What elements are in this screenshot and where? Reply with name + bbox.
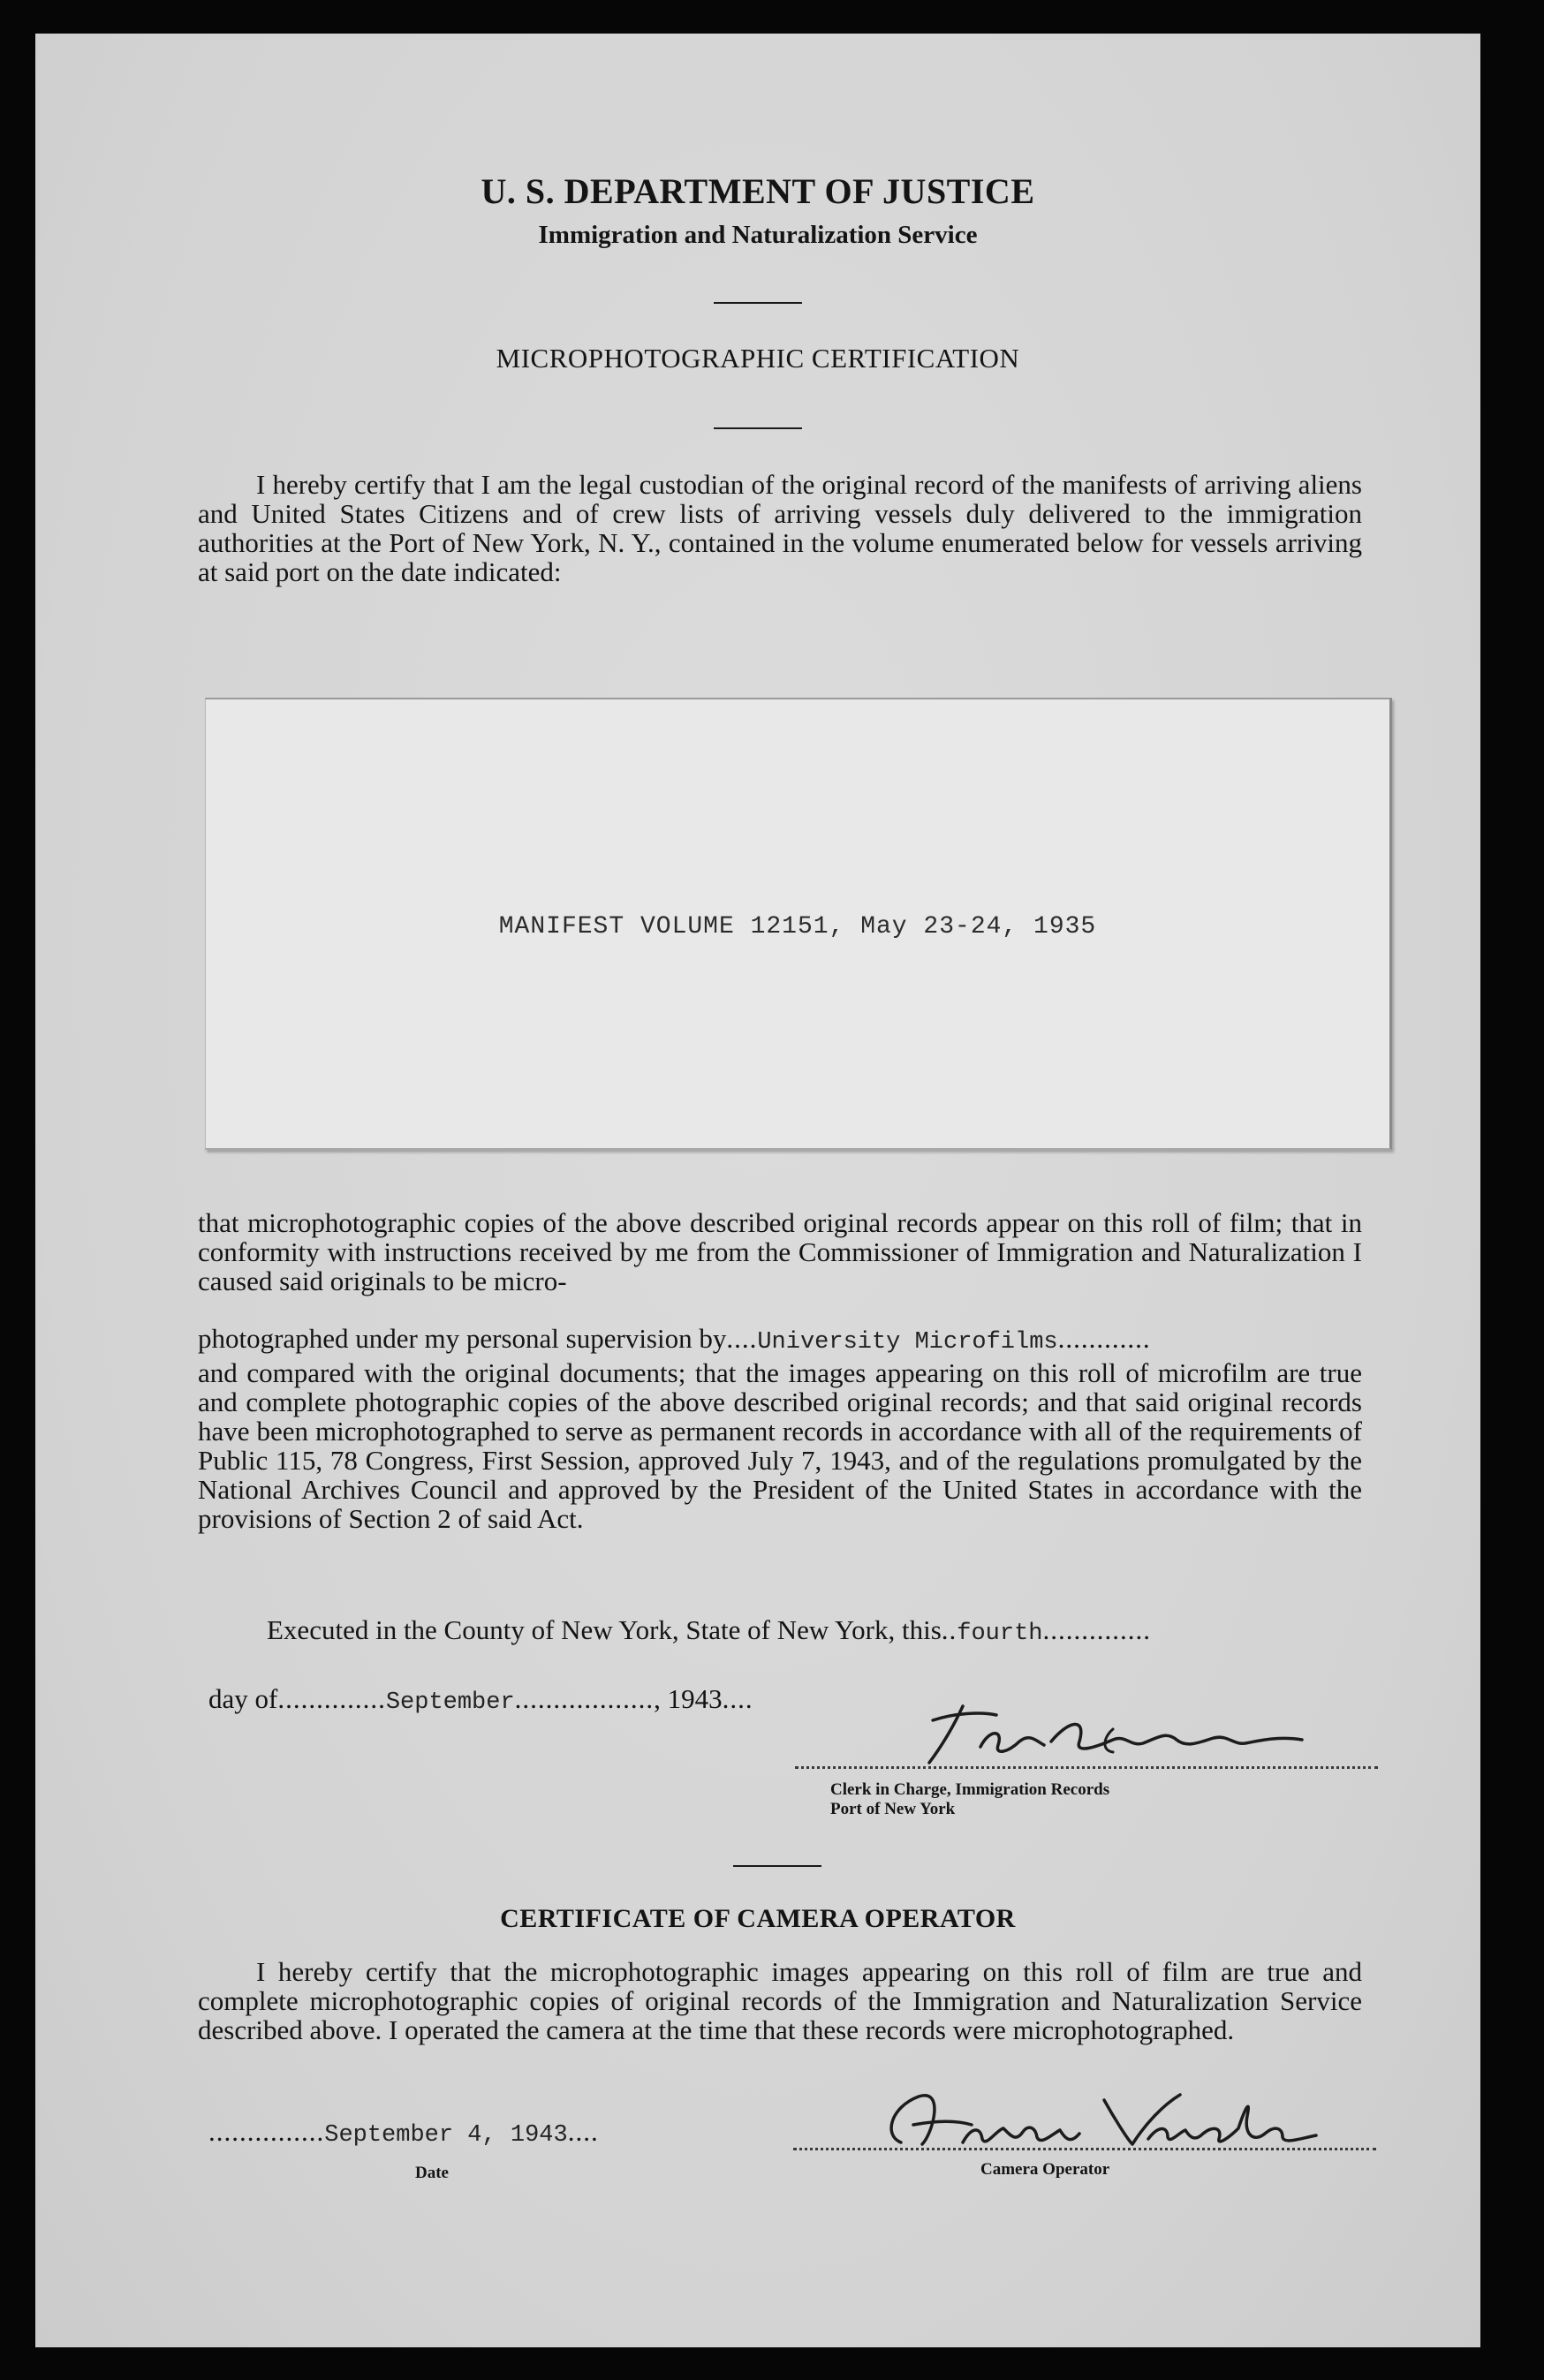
clerk-signature	[848, 1694, 1378, 1773]
divider-rule	[714, 302, 802, 304]
certificate-sheet	[35, 34, 1480, 2347]
day-of-label: day of	[208, 1683, 278, 1714]
intro-text: I hereby certify that I am the legal custodian of the original record of the manifests of arriving aliens and United States Citizens and of crew lists of arriving vessels duly delivered to the immigration authorities at the Port of New York, N. Y., contained in the volume enumerated below for vessels arriving at said port on the date indicated:	[198, 469, 1362, 587]
filmed-by-line: photographed under my personal supervision by....University Microfilms............	[198, 1323, 1151, 1356]
body-text-part2: and compared with the original documents; that the images appearing on this roll of microfilm are true and complete photographic copies of the above described original records; and that said original records have been microphotographed to serve as permanent records in accordance with all of the requirements of Public 115, 78 Congress, First Session, approved July 7, 1943, and of the regulations promulgated by the National Archives Council and approved by the President of the United States in accordance with the provisions of Section 2 of said Act.	[198, 1357, 1362, 1534]
volume-box	[205, 698, 1392, 1150]
clerk-signature-line	[795, 1766, 1378, 1769]
divider-rule	[714, 427, 802, 429]
operator-date-line: ...............September 4, 1943....	[208, 2116, 599, 2149]
divider-rule	[733, 1865, 821, 1867]
body-text-part1: that microphotographic copies of the above described original records appear on this roll of film; that in conformity with instructions received by me from the Commissioner of Immigration and Naturalization I caused said originals to be micro-	[198, 1207, 1362, 1296]
body-paragraph-continued	[198, 1358, 1362, 1533]
day-of-line: day of..............September.................., 1943....	[208, 1683, 753, 1716]
executed-day: fourth	[957, 1621, 1043, 1647]
intro-paragraph	[198, 470, 1362, 586]
date-label: Date	[415, 2164, 449, 2182]
operator-date-value: September 4, 1943	[324, 2122, 568, 2149]
filmed-by-prefix: photographed under my personal supervision by	[198, 1323, 727, 1354]
executed-prefix: Executed in the County of New York, State of New York, this	[267, 1614, 942, 1645]
clerk-title	[830, 1780, 1109, 1819]
executed-month: September	[385, 1689, 515, 1716]
manifest-volume-label: MANIFEST VOLUME 12151, May 23-24, 1935	[498, 913, 1097, 941]
clerk-title-line2: Port of New York	[830, 1800, 956, 1818]
service-subheading: Immigration and Naturalization Service	[538, 221, 978, 249]
agency-heading: U. S. DEPARTMENT OF JUSTICE	[481, 171, 1035, 211]
filmed-by-value: University Microfilms	[757, 1329, 1058, 1356]
operator-signature-line	[793, 2148, 1376, 2150]
camera-operator-paragraph	[198, 1957, 1362, 2044]
clerk-title-line1: Clerk in Charge, Immigration Records	[830, 1780, 1110, 1799]
camera-operator-heading: CERTIFICATE OF CAMERA OPERATOR	[500, 1904, 1016, 1933]
executed-line: Executed in the County of New York, State of New York, this..fourth..............	[267, 1614, 1151, 1647]
certification-title: MICROPHOTOGRAPHIC CERTIFICATION	[496, 343, 1020, 374]
body-paragraph	[198, 1208, 1362, 1296]
camera-operator-text: I hereby certify that the microphotographic images appearing on this roll of film are true and complete microphotographic copies of original records of the Immigration and Naturalization Service described above. I operated the camera at the time that these records were microphotographed.	[198, 1956, 1362, 2045]
executed-year: , 1943	[654, 1683, 723, 1714]
camera-operator-label: Camera Operator	[980, 2160, 1110, 2179]
